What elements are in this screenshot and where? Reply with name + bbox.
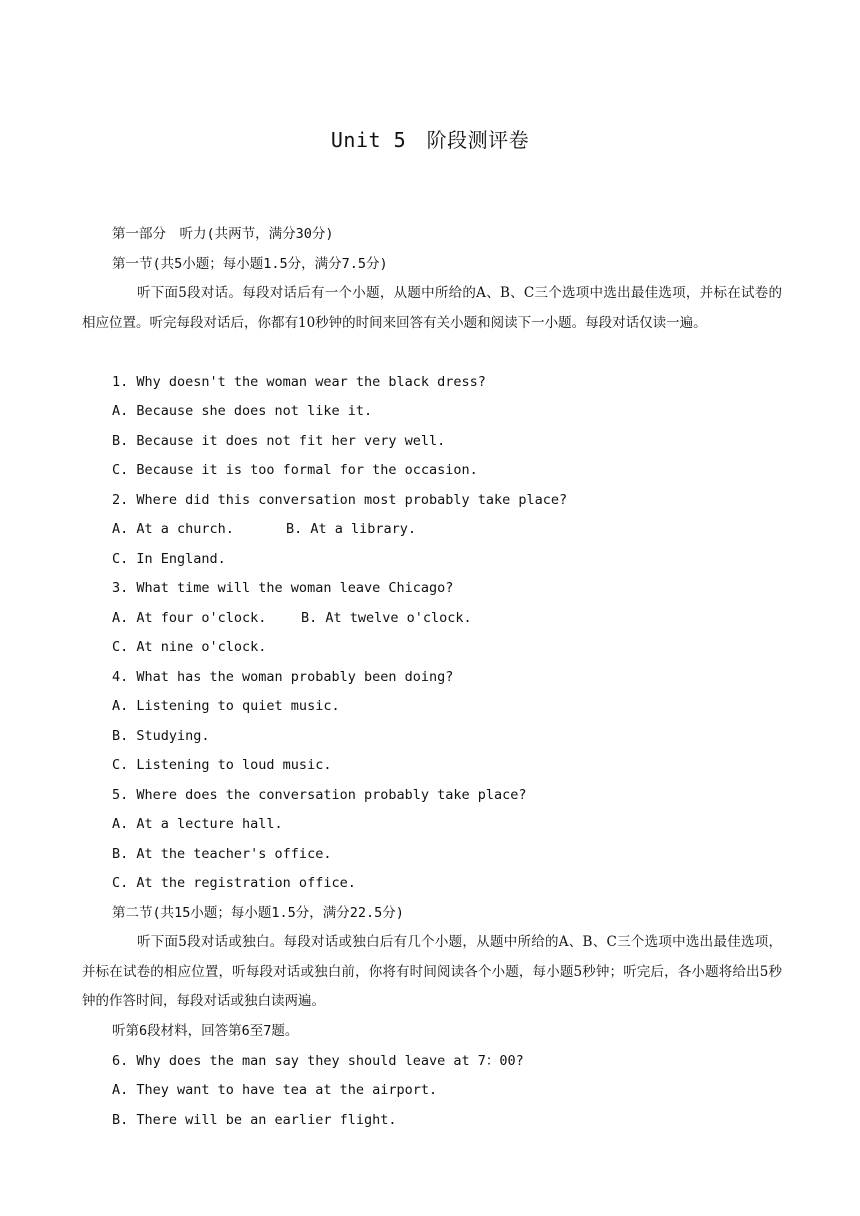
question-3-option-a: A. At four o'clock. [112, 610, 267, 626]
question-6: 6. Why does the man say they should leave at 7：00? [112, 1053, 524, 1069]
section2-heading: 第二节(共15小题；每小题1.5分，满分22.5分) [112, 905, 404, 921]
question-1: 1. Why doesn't the woman wear the black dress? [112, 374, 486, 390]
question-6-option-b: B. There will be an earlier flight. [112, 1112, 397, 1128]
question-4-option-a: A. Listening to quiet music. [112, 698, 340, 714]
question-4-option-c: C. Listening to loud music. [112, 757, 332, 773]
section1-instructions: 听下面5段对话。每段对话后有一个小题，从题中所给的A、B、C三个选项中选出最佳选项，并标在试卷的相应位置。听完每段对话后，你都有10秒钟的时间来回答有关小题和阅读下一小题。每段对话仅读一遍。 [82, 285, 782, 331]
part1-heading: 第一部分 听力(共两节，满分30分) [112, 226, 334, 242]
question-5: 5. Where does the conversation probably take place? [112, 787, 527, 803]
question-5-option-c: C. At the registration office. [112, 875, 356, 891]
question-2-option-b: B. At a library. [286, 521, 417, 537]
section1-heading: 第一节(共5小题；每小题1.5分，满分7.5分) [112, 256, 388, 272]
question-2-option-a: A. At a church. [112, 521, 234, 537]
page-title: Unit 5 阶段测评卷 [330, 128, 530, 152]
section2-instructions: 听下面5段对话或独白。每段对话或独白后有几个小题，从题中所给的A、B、C三个选项中选出最佳选项，并标在试卷的相应位置，听每段对话或独白前，你将有时间阅读各个小题，每小题5秒钟；听完后，各小题将给出5秒钟的作答时间，每段对话或独白读两遍。 [82, 934, 782, 1009]
question-1-option-b: B. Because it does not fit her very well. [112, 433, 446, 449]
question-3: 3. What time will the woman leave Chicago? [112, 580, 454, 596]
question-3-option-b: B. At twelve o'clock. [301, 610, 472, 626]
question-5-option-b: B. At the teacher's office. [112, 846, 332, 862]
question-1-option-c: C. Because it is too formal for the occasion. [112, 462, 478, 478]
question-6-option-a: A. They want to have tea at the airport. [112, 1082, 438, 1098]
question-4: 4. What has the woman probably been doing? [112, 669, 454, 685]
question-4-option-b: B. Studying. [112, 728, 210, 744]
material-6-note: 听第6段材料，回答第6至7题。 [112, 1023, 299, 1039]
question-3-option-c: C. At nine o'clock. [112, 639, 267, 655]
question-5-option-a: A. At a lecture hall. [112, 816, 283, 832]
question-1-option-a: A. Because she does not like it. [112, 403, 373, 419]
question-2: 2. Where did this conversation most probably take place? [112, 492, 568, 508]
question-2-option-c: C. In England. [112, 551, 226, 567]
